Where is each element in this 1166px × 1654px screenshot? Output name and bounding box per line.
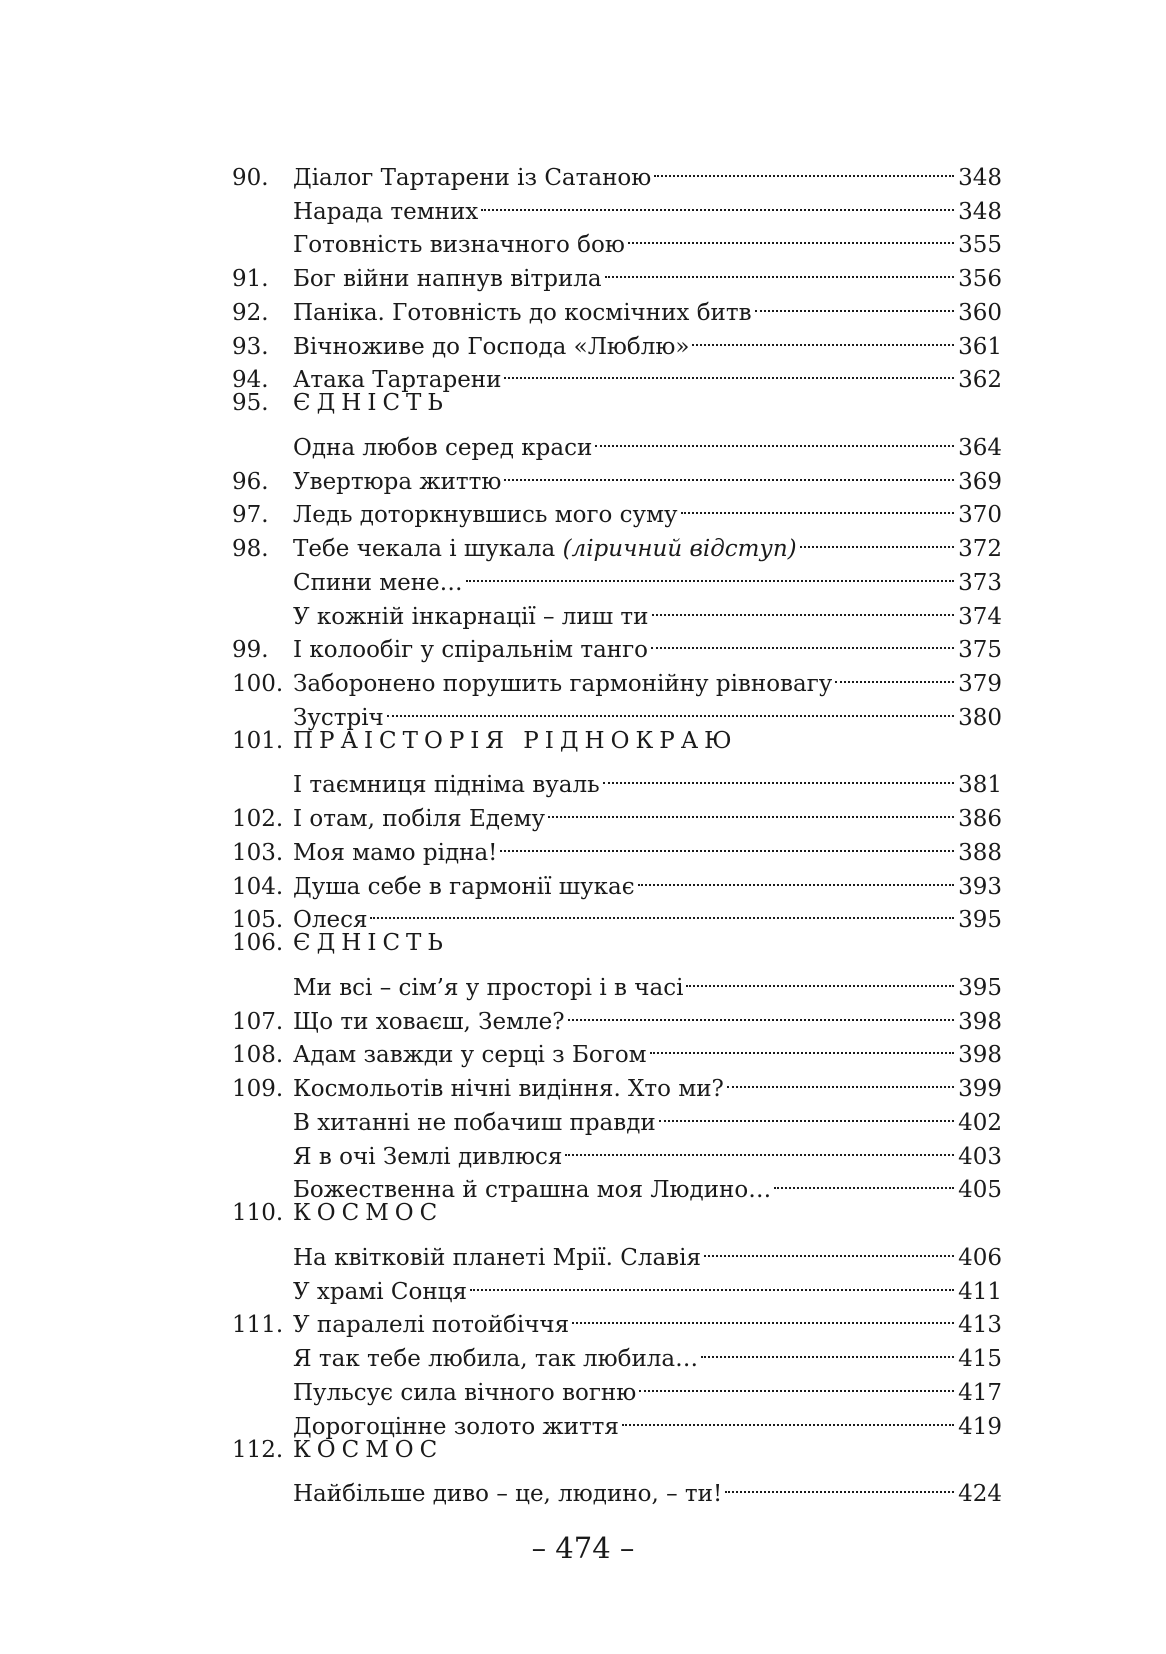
toc-entry-title-text: Бог війни напнув вітрила — [293, 266, 602, 292]
toc-entry-title — [293, 466, 501, 500]
toc-entry-number: 110. — [232, 1200, 284, 1227]
dot-leader — [569, 1299, 958, 1333]
toc-entry-page: 415 — [958, 1346, 1002, 1372]
toc-entry-page: 402 — [958, 1109, 1002, 1136]
toc-entry-title-text: Діалог Тартарени із Сатаною — [293, 164, 652, 191]
dot-leader — [656, 1096, 958, 1130]
dot-leader — [651, 151, 958, 185]
toc-entry-page: 369 — [958, 468, 1002, 495]
toc-entry-title — [293, 196, 478, 230]
toc-entry-title-text: Увертюра життю — [293, 468, 502, 495]
toc-entry-page: 364 — [958, 434, 1002, 461]
toc-entry-title — [293, 1039, 647, 1073]
toc-entry-page: 375 — [958, 637, 1002, 664]
toc-section-heading — [232, 725, 1002, 759]
dot-leader — [384, 691, 958, 725]
dot-leader — [701, 1231, 958, 1265]
toc-entry-title — [293, 229, 625, 263]
toc-entry-title — [293, 634, 648, 668]
toc-entry-page: 386 — [958, 806, 1002, 832]
dot-leader — [832, 657, 958, 691]
toc-entry-title — [293, 499, 678, 533]
toc-entry-title-text: Готовність визначного бою — [293, 232, 625, 259]
toc-entry-title — [293, 1141, 562, 1175]
toc-entry-title-text: Тебе чекала і шукала — [293, 536, 563, 562]
toc-entry-title-text: І таємниця підніма вуаль — [293, 772, 600, 799]
toc-entry-page: 411 — [958, 1278, 1002, 1305]
toc-entry-title-text: Вічноживе до Господа «Люблю» — [293, 333, 690, 360]
toc-entry-title-text: У паралелі потойбіччя — [293, 1312, 570, 1339]
toc-entry-title — [293, 1434, 443, 1468]
toc-entry-number: 93. — [232, 333, 269, 360]
toc-entry-title-text: Моя мамо рідна! — [293, 839, 498, 866]
toc-entry-number: 111. — [232, 1312, 284, 1339]
toc-entry-title-text: Божественна й страшна моя Людино… — [293, 1177, 772, 1204]
toc-entry — [232, 421, 1002, 461]
toc-entry-number: 107. — [232, 1008, 284, 1035]
dot-leader — [647, 1029, 958, 1063]
toc-entry-number: 106. — [232, 930, 284, 957]
toc-entry-number: 102. — [232, 806, 284, 832]
toc-entry-number: 100. — [232, 671, 284, 697]
toc-entry-number: 108. — [232, 1042, 284, 1069]
toc-entry-title-text: ЄДНІСТЬ — [293, 390, 449, 417]
toc-entry-page: 374 — [958, 603, 1002, 630]
toc-entry-page: 395 — [958, 974, 1002, 1001]
toc-entry-number: 101. — [232, 727, 284, 754]
toc-entry-title — [293, 837, 497, 871]
dot-leader — [501, 455, 958, 489]
toc-entry-page: 372 — [958, 536, 1002, 562]
dot-leader — [501, 354, 958, 388]
toc-entry-title-text: Космольотів нічні видіння. Хто ми? — [293, 1076, 724, 1102]
toc-entry-title-text: У кожній інкарнації – лиш ти — [293, 603, 649, 630]
toc-entry-number: 105. — [232, 907, 284, 934]
toc-entry-page: 413 — [958, 1312, 1002, 1339]
toc-entry-title-text: Олеся — [293, 907, 368, 934]
toc-entry-number: 90. — [232, 164, 269, 191]
page-number-footer: – 474 – — [531, 1531, 635, 1565]
toc-entry-page: 399 — [958, 1076, 1002, 1102]
toc-entry-number: 109. — [232, 1076, 284, 1102]
toc-entry-title-text: Заборонено порушить гармонійну рівновагу — [293, 671, 833, 697]
toc-entry-title-text: Зустріч — [293, 704, 384, 731]
toc-entry-number: 92. — [232, 299, 269, 326]
toc-entry-page: 398 — [958, 1042, 1002, 1069]
toc-entry-number: 96. — [232, 468, 269, 495]
toc-entry — [232, 151, 1002, 191]
toc-entry-number: 95. — [232, 390, 269, 417]
toc-entry-title-text: Ми всі – сім’я у просторі і в часі — [293, 974, 684, 1001]
toc-entry-number: 94. — [232, 367, 269, 394]
toc-entry-page: 424 — [958, 1481, 1002, 1507]
toc-entry-title-text: ПРАІСТОРІЯ РІДНОКРАЮ — [293, 727, 738, 754]
toc-entry-title — [293, 263, 602, 297]
dot-leader — [592, 421, 958, 455]
toc-entry-page: 348 — [958, 198, 1002, 225]
toc-entry-number: 104. — [232, 873, 284, 900]
toc-entry-page: 348 — [958, 164, 1002, 191]
toc-entry-title-text: Спини мене… — [293, 569, 463, 596]
toc-entry-title-text: Паніка. Готовність до космічних битв — [293, 299, 752, 326]
toc-entry-number: 99. — [232, 637, 269, 664]
dot-leader — [649, 590, 959, 624]
toc-entry — [232, 1231, 1002, 1271]
toc-entry-title — [293, 1006, 565, 1040]
dot-leader — [771, 1164, 958, 1198]
dot-leader — [478, 185, 958, 219]
toc-entry-title-text: Нарада темних — [293, 198, 479, 225]
dot-leader — [600, 759, 958, 793]
toc-entry-title-text: Душа себе в гармонії шукає — [293, 873, 635, 900]
toc-entry-title-text: Я так тебе любила, так любила… — [293, 1346, 699, 1372]
dot-leader — [463, 556, 958, 590]
toc-entry-page: 417 — [958, 1379, 1002, 1406]
toc-entry-number: 112. — [232, 1436, 284, 1463]
dot-leader — [565, 995, 958, 1029]
toc-entry-page: 370 — [958, 502, 1002, 529]
toc-entry-title-text: КОСМОС — [293, 1436, 444, 1463]
toc-entry-title — [293, 1276, 467, 1310]
dot-leader — [724, 1062, 958, 1096]
toc-section-heading — [232, 927, 1002, 961]
toc-entry-page: 360 — [958, 299, 1002, 326]
toc-entry-page: 355 — [958, 232, 1002, 259]
toc-entry-page: 381 — [958, 772, 1002, 799]
dot-leader — [689, 320, 958, 354]
toc-entry — [232, 961, 1002, 1001]
toc-entry-number: 91. — [232, 266, 269, 292]
dot-leader — [635, 860, 958, 894]
dot-leader — [636, 1366, 958, 1400]
toc-entry-page: 406 — [958, 1244, 1002, 1271]
toc-entry-number: 97. — [232, 502, 269, 529]
toc-entry-title-text: КОСМОС — [293, 1200, 444, 1227]
toc-entry-title — [293, 927, 449, 961]
toc-section-heading — [232, 387, 1002, 421]
toc-entry-title-text: Ледь доторкнувшись мого суму — [293, 502, 678, 529]
toc-entry-page: 419 — [958, 1413, 1002, 1440]
dot-leader — [602, 252, 958, 286]
toc-entry-title-text: І колообіг у спіральнім танго — [293, 637, 649, 664]
toc-entry — [232, 1467, 1002, 1507]
toc-entry-title-text: Атака Тартарени — [293, 367, 502, 394]
toc-entry-page: 388 — [958, 839, 1002, 866]
toc-entry-page: 362 — [958, 367, 1002, 394]
toc-entry-title-text: В хитанні не побачиш правди — [293, 1109, 656, 1136]
toc-entry-title-text: Дорогоцінне золото життя — [293, 1413, 619, 1440]
toc-entry-page: 380 — [958, 704, 1002, 731]
toc-entry-title-text: У храмі Сонця — [293, 1278, 467, 1305]
toc-entry-page: 356 — [958, 266, 1002, 292]
toc-entry-title — [293, 1377, 636, 1411]
toc-entry-title-text: Пульсує сила вічного вогню — [293, 1379, 637, 1406]
dot-leader — [367, 894, 958, 928]
toc-entry-page: 361 — [958, 333, 1002, 360]
toc-entry-title-text: Адам завжди у серці з Богом — [293, 1042, 647, 1069]
toc-entry-page: 403 — [958, 1143, 1002, 1170]
toc-entry-page: 405 — [958, 1177, 1002, 1204]
toc-entry-title — [293, 387, 449, 421]
dot-leader — [752, 286, 958, 320]
dot-leader — [625, 219, 958, 253]
toc-entry-title-text: Що ти ховаєш, Земле? — [293, 1008, 565, 1035]
toc-entry-title — [293, 1309, 569, 1343]
toc-entry-note: (ліричний відступ) — [562, 536, 797, 562]
toc-entry-title-text: ЄДНІСТЬ — [293, 930, 449, 957]
toc-entry-number: 98. — [232, 536, 269, 562]
dot-leader — [683, 961, 958, 995]
dot-leader — [467, 1265, 958, 1299]
toc-entry-title — [293, 1478, 722, 1512]
toc-entry-page: 398 — [958, 1008, 1002, 1035]
dot-leader — [678, 489, 959, 523]
dot-leader — [722, 1467, 958, 1501]
dot-leader — [545, 792, 958, 826]
dot-leader — [648, 624, 958, 658]
toc-entry — [232, 759, 1002, 799]
toc-entry-title-text: І отам, побіля Едему — [293, 806, 545, 832]
dot-leader — [619, 1400, 958, 1434]
table-of-contents — [232, 151, 1002, 1507]
dot-leader — [497, 826, 958, 860]
toc-entry-page: 395 — [958, 907, 1002, 934]
toc-entry-title-text: Я в очі Землі дивлюся — [293, 1143, 563, 1170]
toc-entry-title-text: Найбільше диво – це, людино, – ти! — [293, 1481, 723, 1507]
dot-leader — [562, 1130, 958, 1164]
toc-entry-title — [293, 725, 738, 759]
toc-entry-page: 379 — [958, 671, 1002, 697]
toc-entry-title — [293, 1197, 443, 1231]
toc-entry-page: 373 — [958, 569, 1002, 596]
toc-entry-page: 393 — [958, 873, 1002, 900]
dot-leader — [797, 522, 958, 556]
toc-entry-number: 103. — [232, 839, 284, 866]
toc-entry-title — [293, 297, 752, 331]
toc-entry-title — [293, 601, 649, 635]
dot-leader — [698, 1332, 958, 1366]
toc-entry-title-text: На квітковій планеті Мрії. Славія — [293, 1244, 701, 1271]
toc-entry-title-text: Одна любов серед краси — [293, 434, 593, 461]
toc-entry-title — [293, 567, 463, 601]
